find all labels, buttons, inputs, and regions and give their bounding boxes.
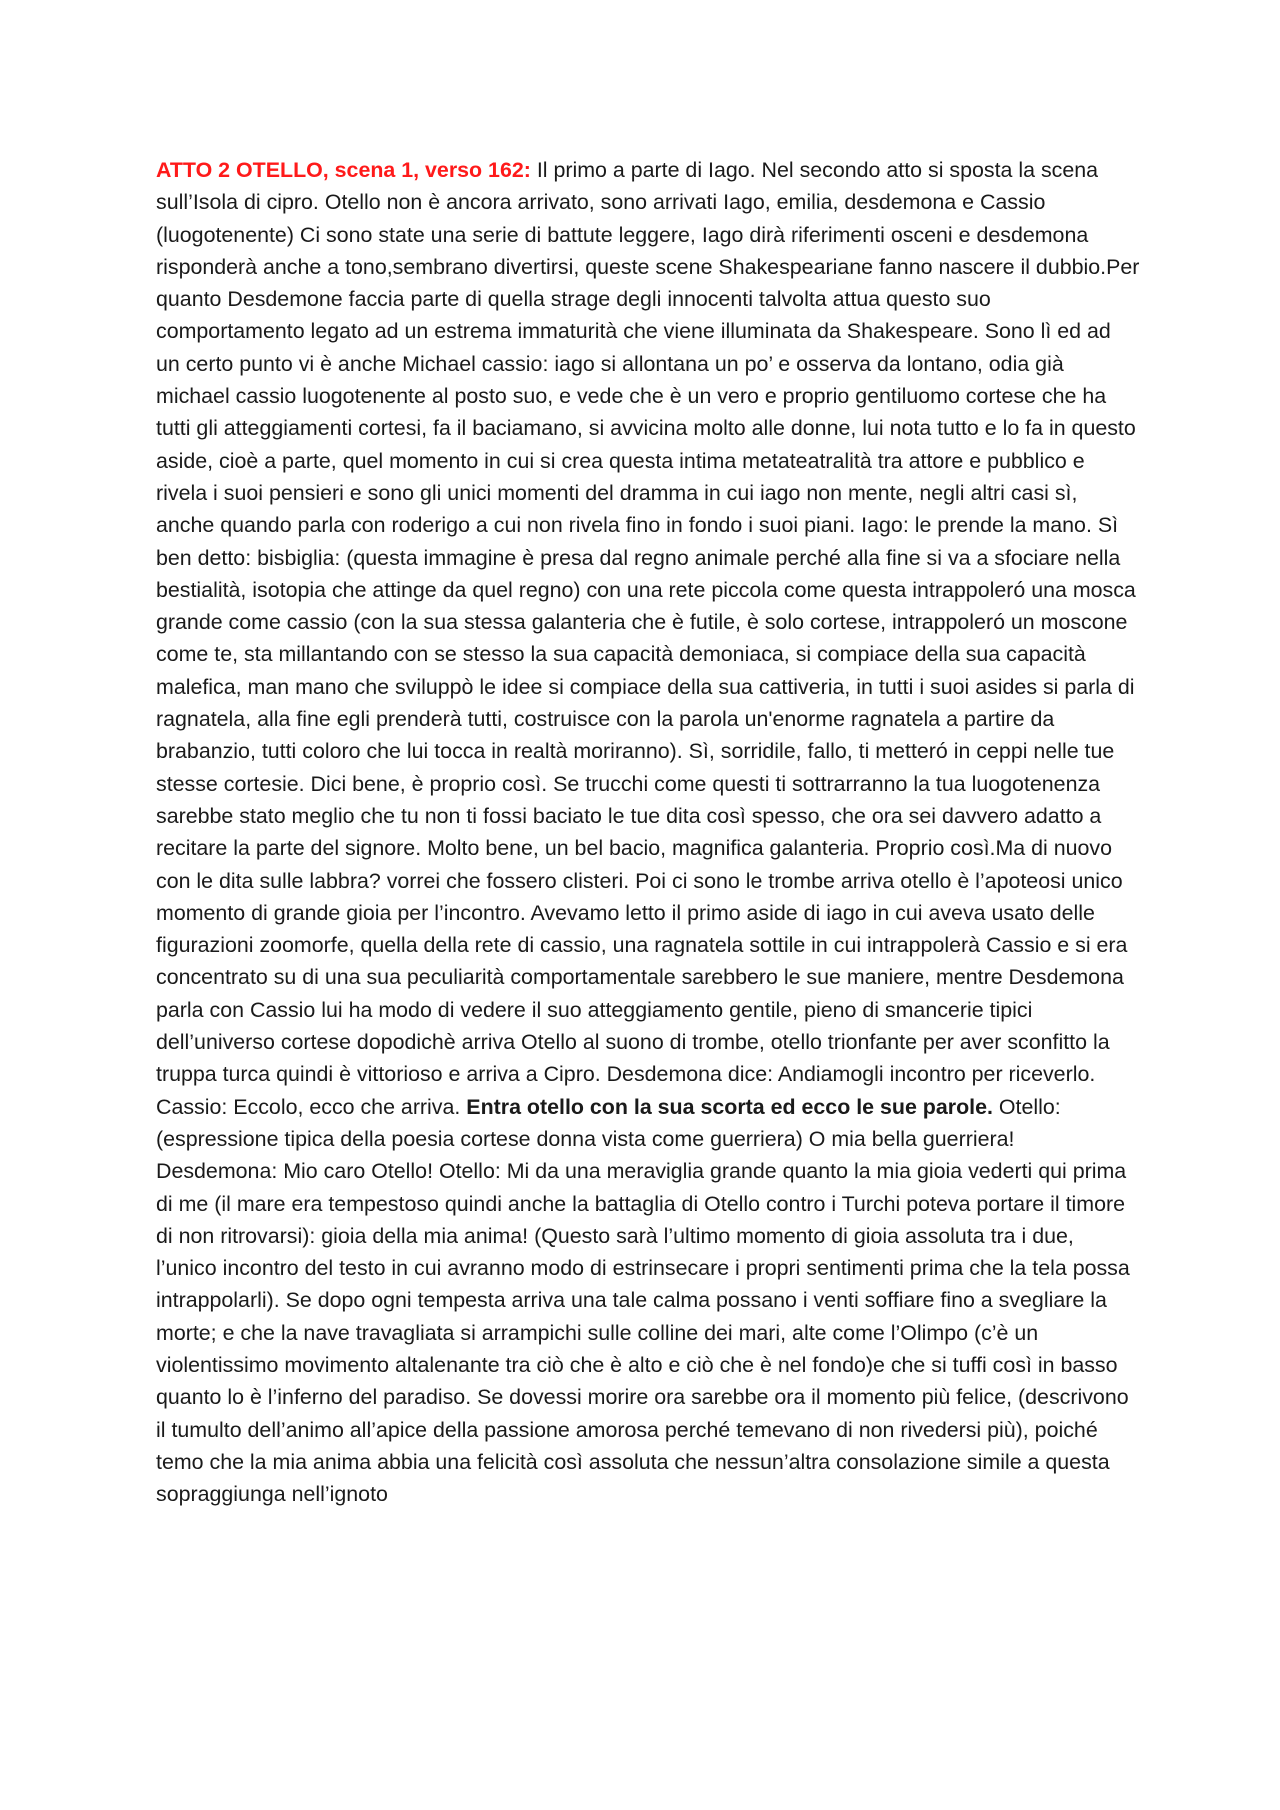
section-heading: ATTO 2 OTELLO, scena 1, verso 162:: [156, 158, 531, 182]
body-paragraph: [156, 154, 1140, 1510]
closing-text: Otello: (espressione tipica della poesia cortese donna vista come guerriera) O mia bella guerriera! Desdemona: Mio caro Otello! Otello: Mi da una meraviglia grande quanto la mia gioia vederti qui prima di me (il mare era tempestoso quindi anche la battaglia di Otello contro i Turchi poteva portare il timore di non ritrovarsi): gioia della mia anima! (Questo sarà l’ultimo momento di gioia assoluta tra i due, l’unico incontro del testo in cui avranno modo di estrinsecare i propri sentimenti prima che la tela possa intrappolarli). Se dopo ogni tempesta arriva una tale calma possano i venti soffiare fino a svegliare la morte; e che la nave travagliata si arrampichi sulle colline dei mari, alte come l’Olimpo (c’è un violentissimo movimento altalenante tra ciò che è alto e ciò che è nel fondo)e che si tuffi così in basso quanto lo è l’inferno del paradiso. Se dovessi morire ora sarebbe ora il momento più felice, (descrivono il tumulto dell’animo all’apice della passione amorosa perché temevano di non rivedersi più), poiché temo che la mia anima abbia una felicità così assoluta che nessun’altra consolazione simile a questa sopraggiunga nell’ignoto: [156, 1094, 1130, 1507]
intro-text: Il primo a parte di Iago. Nel secondo atto si sposta la scena sull’Isola di cipro. Otello non è ancora arrivato, sono arrivati Iago, emilia, desdemona e Cassio (luogotenente) Ci sono state una serie di battute leggere, Iago dirà riferimenti osceni e desdemona risponderà anche a tono,sembrano divertirsi, queste scene Shakespeariane fanno nascere il dubbio.Per quanto Desdemone faccia parte di quella strage degli innocenti talvolta attua questo suo comportamento legato ad un estrema immaturità che viene illuminata da Shakespeare. Sono lì ed ad un certo punto vi è anche Michael cassio: iago si allontana un po’ e osserva da lontano, odia già michael cassio luogotenente al posto suo, e vede che è un vero e proprio gentiluomo cortese che ha tutti gli atteggiamenti cortesi, fa il baciamano, si avvicina molto alle donne, lui nota tutto e lo fa in questo aside, cioè a parte, quel momento in cui si crea questa intima metateatralità tra attore e pubblico e rivela i suoi pensieri e sono gli unici momenti del dramma in cui iago non mente, negli altri casi sì, anche quando parla con roderigo a cui non rivela fino in fondo i suoi piani. Iago: le prende la mano. Sì ben detto: bisbiglia: (questa immagine è presa dal regno animale perché alla fine si va a sfociare nella bestialità, isotopia che attinge da quel regno) con una rete piccola come questa intrappoleró una mosca grande come cassio (con la sua stessa galanteria che è futile, è solo cortese, intrappoleró un moscone come te, sta millantando con se stesso la sua capacità demoniaca, si compiace della sua capacità malefica, man mano che sviluppò le idee si compiace della sua cattiveria, in tutti i suoi asides si parla di ragnatela, alla fine egli prenderà tutti, costruisce con la parola un'enorme ragnatela a partire da brabanzio, tutti coloro che lui tocca in realtà moriranno). Sì, sorridile, fallo, ti metteró in ceppi nelle tue stesse cortesie. Dici bene, è proprio così. Se trucchi come questi ti sottrarranno la tua luogotenenza sarebbe stato meglio che tu non ti fossi baciato le tue dita così spesso, che ora sei davvero adatto a recitare la parte del signore. Molto bene, un bel bacio, magnifica galanteria. Proprio così.Ma di nuovo con le dita sulle labbra? vorrei che fossero clisteri. Poi ci sono le trombe arriva otello è l’apoteosi unico momento di grande gioia per l’incontro. Avevamo letto il primo aside di iago in cui aveva usato delle figurazioni zoomorfe, quella della rete di cassio, una ragnatela sottile in cui intrappolerà Cassio e si era concentrato su di una sua peculiarità comportamentale sarebbero le sue maniere, mentre Desdemona parla con Cassio lui ha modo di vedere il suo atteggiamento gentile, pieno di smancerie tipici dell’universo cortese dopodichè arriva Otello al suono di trombe, otello trionfante per aver sconfitto la truppa turca quindi è vittorioso e arriva a Cipro. Desdemona dice: Andiamogli incontro per riceverlo. Cassio: Eccolo, ecco che arriva.: [156, 158, 1140, 1119]
stage-direction: Entra otello con la sua scorta ed ecco le sue parole.: [466, 1094, 993, 1119]
